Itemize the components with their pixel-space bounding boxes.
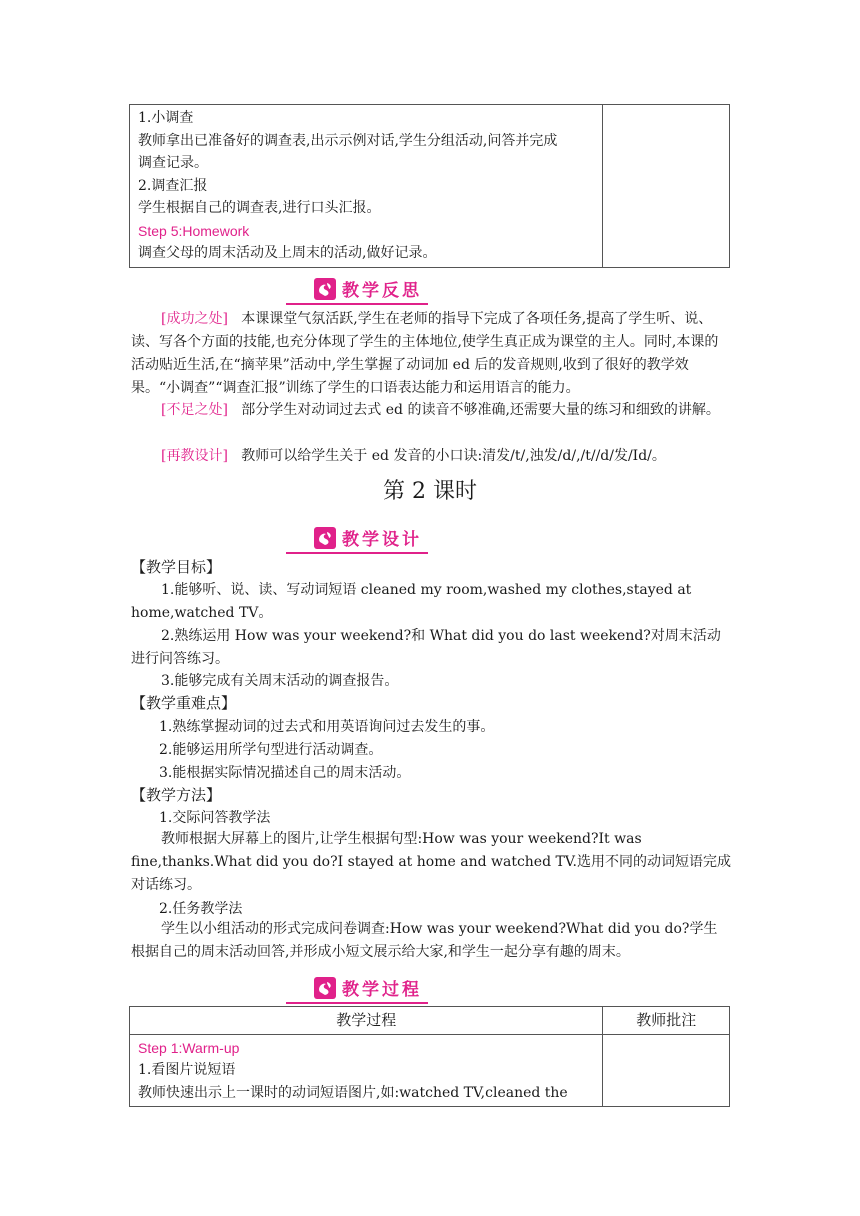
column-header-notes: 教师批注	[603, 1007, 730, 1035]
difficulty-item: 3.能根据实际情况描述自己的周末活动。	[159, 765, 411, 781]
banner-title: 教学过程	[342, 980, 422, 1000]
objective-item: 1.能够听、说、读、写动词短语 cleaned my room,washed my clothes,stayed at home,watched TV。	[131, 582, 692, 621]
step5-heading: Step 5:Homework	[138, 222, 250, 239]
section-logo-icon	[314, 278, 336, 300]
difficulties-heading: 【教学重难点】	[131, 694, 237, 712]
section-logo-icon	[314, 977, 336, 999]
banner-underline	[286, 552, 428, 554]
step1-heading: Step 1:Warm-up	[138, 1039, 240, 1056]
redesign-text: 教师可以给学生关于 ed 发音的小口诀:清发/t/,浊发/d/,/t//d/发/Id/。	[241, 448, 666, 464]
difficulty-item: 2.能够运用所学句型进行活动调查。	[159, 742, 383, 758]
method-text: 教师根据大屏幕上的图片,让学生根据句型:How was your weekend?It was fine,thanks.What did you do?I stayed at home and watched TV.选用不同的动词短语完成对话练习。	[131, 831, 731, 893]
lack-tag: [不足之处]	[161, 402, 228, 418]
column-header-process: 教学过程	[130, 1007, 603, 1035]
objective-item: 3.能够完成有关周末活动的调查报告。	[161, 673, 399, 689]
annotation-cell	[603, 105, 730, 268]
objective-item: 2.熟练运用 How was your weekend?和 What did you do last weekend?对周末活动进行问答练习。	[131, 628, 721, 667]
lack-text: 部分学生对动词过去式 ed 的读音不够准确,还需要大量的练习和细致的讲解。	[241, 402, 720, 418]
process-cell	[130, 1034, 603, 1107]
process-cell	[130, 105, 603, 268]
difficulty-item: 1.熟练掌握动词的过去式和用英语询问过去发生的事。	[159, 719, 495, 735]
banner-reflection	[314, 276, 422, 301]
methods-heading: 【教学方法】	[131, 786, 222, 804]
reflection-redesign	[131, 445, 731, 468]
lesson-title: 第 2 课时	[383, 479, 477, 504]
text-line: 学生根据自己的调查表,进行口头汇报。	[138, 200, 381, 216]
text-line: 1.小调查	[138, 110, 194, 126]
reflection-lack	[131, 399, 731, 422]
text-line: 调查父母的周末活动及上周末的活动,做好记录。	[138, 245, 437, 261]
banner-title: 教学设计	[342, 530, 422, 550]
text-line: 1.看图片说短语	[138, 1062, 236, 1078]
success-text: 本课课堂气氛活跃,学生在老师的指导下完成了各项任务,提高了学生听、说、读、写各个方面的技能,也充分体现了学生的主体地位,使学生真正成为课堂的主人。同时,本课的活动贴近生活,在“摘苹果”活动中,学生掌握了动词加 ed 后的发音规则,收到了很好的教学效果。“小调查”“调查汇报”训练了学生的口语表达能力和运用语言的能力。	[131, 311, 719, 396]
banner-underline	[286, 1002, 428, 1004]
reflection-success	[131, 308, 731, 400]
text-line: 教师快速出示上一课时的动词短语图片,如:watched TV,cleaned the	[138, 1084, 568, 1101]
bottom-process-table	[129, 1006, 730, 1107]
banner-process	[314, 975, 422, 1000]
annotation-cell	[603, 1034, 730, 1107]
banner-design	[314, 525, 422, 550]
redesign-tag: [再教设计]	[161, 448, 228, 464]
text-line: 教师拿出已准备好的调查表,出示示例对话,学生分组活动,问答并完成	[138, 132, 558, 149]
method-title: 2.任务教学法	[159, 901, 243, 917]
banner-underline	[286, 303, 428, 305]
top-process-table	[129, 104, 730, 268]
method-text: 学生以小组活动的形式完成问卷调查:How was your weekend?What did you do?学生根据自己的周末活动回答,并形成小短文展示给大家,和学生一起分享有趣的周末。	[131, 921, 718, 960]
method-title: 1.交际问答教学法	[159, 810, 271, 826]
success-tag: [成功之处]	[161, 311, 228, 327]
section-logo-icon	[314, 527, 336, 549]
text-line: 调查记录。	[138, 155, 208, 171]
banner-title: 教学反思	[342, 281, 422, 301]
objectives-heading: 【教学目标】	[131, 558, 222, 576]
text-line: 2.调查汇报	[138, 177, 208, 194]
